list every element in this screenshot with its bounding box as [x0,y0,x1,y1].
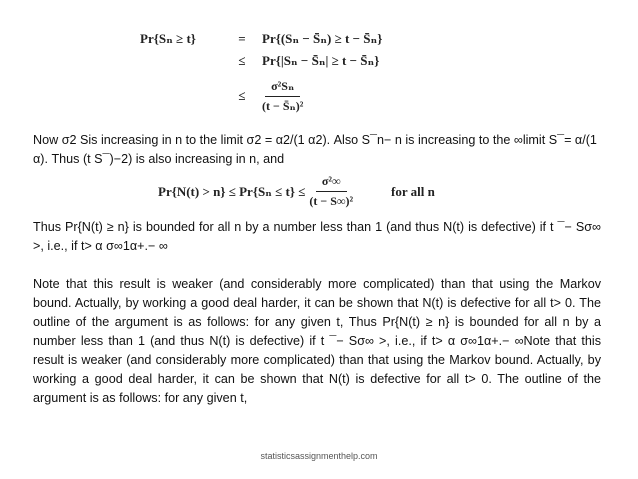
leq-sign: ≤ [238,53,246,68]
fraction-denominator: (t − S̄ₙ)² [262,98,304,113]
equation-block [140,28,440,120]
equation-row-1 [140,28,440,50]
paragraph-1: Now σ2 Sis increasing in n to the limit σ2 = α2/(1 α2). Also S¯n− n is increasing to the ∞limit S¯= α/(1 α). Thus (t S¯)−2) is also increasing in n, and [33,133,597,166]
equation-row-3 [140,72,440,120]
fraction-numerator: σ²Sₙ [265,79,300,97]
leq-sign: ≤ [238,88,246,103]
equation-rhs: Pr{|Sₙ − S̄ₙ| ≥ t − S̄ₙ} [262,53,380,68]
fraction-denominator: (t − S∞)² [309,194,354,208]
equation-2-condition: for all n [391,183,435,199]
equation-lhs: Pr{Sₙ ≥ t} [140,31,196,46]
fraction-numerator: σ²∞ [316,174,347,192]
equals-sign: = [238,31,246,46]
footer-url: statisticsassignmenthelp.com [260,451,378,461]
equation-2-fraction [309,174,353,209]
equation-row-2 [140,50,440,72]
equation-2 [158,174,598,209]
equation-rhs: Pr{(Sₙ − S̄ₙ) ≥ t − S̄ₙ} [262,31,383,46]
paragraph-2: Thus Pr{N(t) ≥ n} is bounded for all n by a number less than 1 (and thus N(t) is defective) if t ¯− Sσ∞ >, i.e., if t> α σ∞1α+.− ∞ [33,220,601,253]
fraction [262,79,303,114]
equation-2-lhs: Pr{N(t) > n} ≤ Pr{Sₙ ≤ t} ≤ [158,183,306,199]
paragraph-3: Note that this result is weaker (and considerably more complicated) than that using the Markov bound. Actually, by working a good deal harder, it can be shown that N(t) is defective for all t> 0. The outline of the argument is as follows: for any given t, Thus Pr{N(t) ≥ n} is bounded for all n by a number less than 1 (and thus N(t) is defective) if t ¯− Sσ∞ >, i.e., if t> α σ∞1α+.− ∞Note that this result is weaker (and considerably more complicated) than that using the Markov bound. Actually, by working a good deal harder, it can be shown that N(t) is defective for all t> 0. The outline of the argument is as follows: for any given t, [33,277,601,405]
